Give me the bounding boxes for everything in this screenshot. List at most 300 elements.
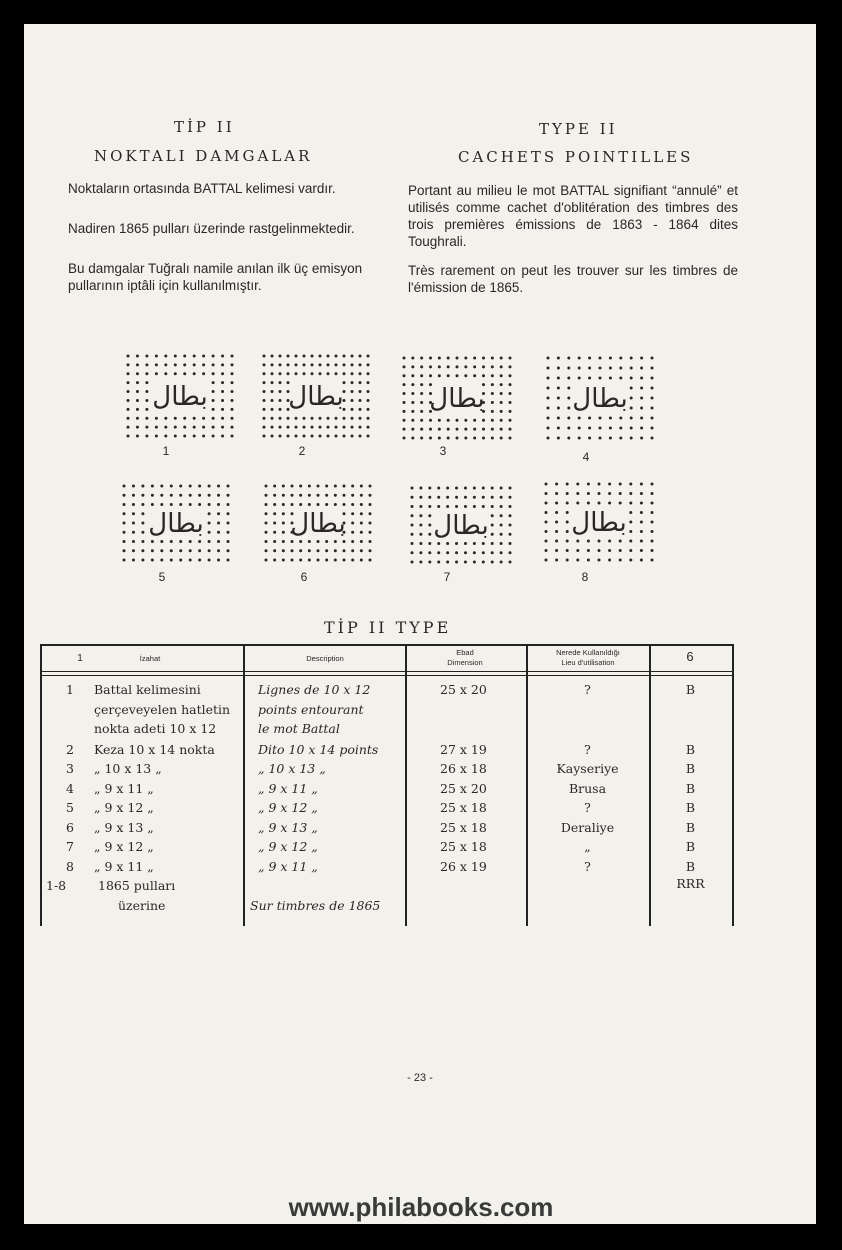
stamp-dot	[127, 399, 130, 402]
stamp-dot	[500, 428, 503, 431]
stamp-dot	[464, 551, 467, 554]
stamp-dot	[419, 561, 422, 564]
stamp-dot	[174, 435, 177, 438]
stamp-dot	[271, 408, 274, 411]
table-title: TİP II TYPE	[324, 618, 452, 637]
stamp-dot	[578, 437, 581, 440]
stamp-dot	[287, 417, 290, 420]
stamp-dot	[428, 561, 431, 564]
stamp-dot	[491, 561, 494, 564]
stamp-dot	[640, 530, 643, 533]
stamp-dot	[630, 427, 633, 430]
stamp-dot	[367, 435, 370, 438]
stamp-dot	[279, 363, 282, 366]
stamp-dot	[164, 435, 167, 438]
stamp-dot	[308, 559, 311, 562]
stamp-dot	[208, 503, 211, 506]
stamp-dot	[509, 487, 512, 490]
stamp-dot	[640, 367, 643, 370]
stamp-dot	[411, 514, 414, 517]
stamp-dot	[141, 531, 144, 534]
stamp-dot	[588, 437, 591, 440]
stamp-dot	[500, 514, 503, 517]
stamp-dot	[555, 492, 558, 495]
stamp-dot	[359, 426, 362, 429]
stamp-dot	[265, 494, 268, 497]
stamp-dot	[160, 503, 163, 506]
stamp-dot	[640, 483, 643, 486]
stamp-dot	[598, 483, 601, 486]
stamp-dot	[160, 540, 163, 543]
stamp-dot	[155, 372, 158, 375]
stamp-dot	[500, 487, 503, 490]
stamp-dot	[132, 522, 135, 525]
table-col-line	[405, 644, 407, 926]
stamp-dot	[265, 485, 268, 488]
stamp-dot	[202, 426, 205, 429]
stamp-dot	[403, 428, 406, 431]
stamp-dot	[343, 485, 346, 488]
stamp-dot	[587, 559, 590, 562]
stamp-dot	[491, 437, 494, 440]
stamp-dot	[282, 531, 285, 534]
stamp-dot	[151, 503, 154, 506]
stamp-dot	[311, 363, 314, 366]
stamp-dot	[500, 505, 503, 508]
stamp-dot	[500, 383, 503, 386]
stamp-dot	[587, 502, 590, 505]
row-izahat: nokta adeti 10 x 12	[94, 721, 217, 736]
stamp-dot	[464, 428, 467, 431]
stamp-dot	[420, 410, 423, 413]
stamp-dot	[136, 390, 139, 393]
stamp-dot	[291, 494, 294, 497]
stamp-dot	[359, 390, 362, 393]
stamp-dot	[335, 363, 338, 366]
stamp-dot	[403, 392, 406, 395]
stamp-dot	[651, 530, 654, 533]
stamp-dot	[428, 505, 431, 508]
stamp-dot	[132, 540, 135, 543]
stamp-dot	[141, 549, 144, 552]
stamp-dot	[164, 355, 167, 358]
row-number: 2	[66, 741, 74, 757]
stamp-dot	[170, 549, 173, 552]
stamp-dot	[473, 437, 476, 440]
stamp-dot	[557, 377, 560, 380]
stamp-dot	[343, 355, 346, 358]
stamp-dot	[198, 540, 201, 543]
stamp-dot	[369, 494, 372, 497]
stamp-dot	[208, 522, 211, 525]
stamp-dot	[193, 355, 196, 358]
stamp-dot	[217, 512, 220, 515]
stamp-dot	[291, 485, 294, 488]
stamp-dot	[509, 505, 512, 508]
stamp-dot	[221, 399, 224, 402]
stamp-dot	[651, 521, 654, 524]
stamp-dot	[208, 485, 211, 488]
stamp-dot	[491, 514, 494, 517]
stamp-dot	[491, 401, 494, 404]
stamp-dot	[437, 542, 440, 545]
stamp-dot	[145, 355, 148, 358]
stamp-dot	[557, 367, 560, 370]
stamp-dot	[438, 419, 441, 422]
stamp-dot	[351, 372, 354, 375]
stamp-dot	[145, 390, 148, 393]
stamp-dot	[327, 417, 330, 420]
stamp-label: 1	[162, 444, 170, 458]
stamp-dot	[567, 377, 570, 380]
stamp-dot	[429, 419, 432, 422]
row-izahat: „ 9 x 13 „	[94, 819, 154, 835]
stamp-dot	[447, 437, 450, 440]
stamp-dot	[473, 505, 476, 508]
stamp-dot	[482, 542, 485, 545]
stamp-dot	[141, 512, 144, 515]
stamp-dot	[500, 561, 503, 564]
stamp-dot	[403, 437, 406, 440]
stamp-dot	[509, 401, 512, 404]
stamp-dot	[420, 437, 423, 440]
stamp-dot	[145, 399, 148, 402]
catalogue-table	[40, 644, 734, 926]
stamp-dot	[132, 531, 135, 534]
stamp-dot	[455, 505, 458, 508]
stamp-dot	[566, 559, 569, 562]
stamp-dot	[630, 387, 633, 390]
stamp-dot	[231, 372, 234, 375]
stamp-dot	[464, 496, 467, 499]
stamp-dot	[555, 530, 558, 533]
stamp-dot	[555, 483, 558, 486]
stamp-dot	[609, 427, 612, 430]
stamp-dot	[367, 390, 370, 393]
stamp-dot	[299, 540, 302, 543]
stamp-dot	[217, 503, 220, 506]
stamp-dot	[136, 426, 139, 429]
stamp-dot	[566, 511, 569, 514]
stamp-dot	[325, 485, 328, 488]
stamp-dot	[629, 540, 632, 543]
stamp-dot	[132, 559, 135, 562]
stamp-dot	[419, 514, 422, 517]
stamp-dot	[273, 485, 276, 488]
row-description: „ 9 x 11 „	[258, 858, 318, 874]
stamp-dot	[351, 503, 354, 506]
stamp-dot	[500, 392, 503, 395]
stamp-dot	[208, 512, 211, 515]
stamp-dot	[231, 408, 234, 411]
stamp-dot	[231, 355, 234, 358]
stamp-dot	[231, 435, 234, 438]
stamp-dot	[608, 483, 611, 486]
stamp-dot	[265, 531, 268, 534]
stamp-dot	[227, 540, 230, 543]
stamp-dot	[367, 363, 370, 366]
stamp-dot	[227, 559, 230, 562]
table-right-border	[732, 644, 734, 926]
stamp-dot	[227, 503, 230, 506]
stamp-dot	[491, 496, 494, 499]
stamp-dot	[335, 435, 338, 438]
battal-word: بطال	[571, 508, 627, 538]
stamp-dot	[557, 427, 560, 430]
stamp-dot	[428, 542, 431, 545]
stamp-dot	[447, 419, 450, 422]
stamp-dot	[576, 559, 579, 562]
stamp-dot	[217, 531, 220, 534]
stamp-dot	[473, 365, 476, 368]
stamp-dot	[183, 355, 186, 358]
stamp-dot	[319, 435, 322, 438]
table-header-divider	[40, 671, 734, 672]
stamp-dot	[566, 492, 569, 495]
table-col-line	[243, 644, 245, 926]
stamp-dot	[263, 355, 266, 358]
stamp-dot	[438, 428, 441, 431]
stamp-dot	[279, 355, 282, 358]
stamp-dot	[231, 363, 234, 366]
stamp-dot	[295, 372, 298, 375]
stamp-dot	[500, 419, 503, 422]
stamp-dot	[208, 531, 211, 534]
stamp-dot	[317, 485, 320, 488]
stamp-dot	[547, 417, 550, 420]
stamp-dot	[317, 549, 320, 552]
stamp-dot	[576, 502, 579, 505]
stamp-dot	[343, 559, 346, 562]
stamp-dot	[273, 559, 276, 562]
stamp-dot	[588, 427, 591, 430]
stamp-dot	[567, 437, 570, 440]
left-para-1: Noktaların ortasında BATTAL kelimesi vardır.	[68, 181, 336, 196]
stamp-dot	[325, 494, 328, 497]
stamp-dot	[545, 521, 548, 524]
stamp-dot	[263, 381, 266, 384]
stamp-dot	[198, 485, 201, 488]
stamp-dot	[428, 533, 431, 536]
stamp-dot	[127, 417, 130, 420]
stamp-dot	[598, 492, 601, 495]
battal-word: بطال	[152, 382, 208, 412]
stamp-dot	[287, 426, 290, 429]
stamp-dot	[231, 381, 234, 384]
stamp-dot	[482, 496, 485, 499]
stamp-dot	[609, 377, 612, 380]
stamp-dot	[578, 377, 581, 380]
stamp-dot	[464, 437, 467, 440]
stamp-dot	[123, 540, 126, 543]
stamp-dot	[231, 390, 234, 393]
stamp-dot	[464, 505, 467, 508]
stamp-dot	[136, 399, 139, 402]
stamp-dot	[271, 381, 274, 384]
stamp-dot	[343, 494, 346, 497]
stamp-dot	[547, 367, 550, 370]
stamp-dot	[367, 426, 370, 429]
stamp-dot	[456, 437, 459, 440]
stamp-dot	[491, 357, 494, 360]
stamp-dot	[279, 426, 282, 429]
stamp-dot	[599, 427, 602, 430]
stamp-dot	[198, 549, 201, 552]
stamp-dot	[151, 485, 154, 488]
stamp-dot	[509, 542, 512, 545]
stamp-dot	[193, 372, 196, 375]
row-lieu: ?	[584, 741, 591, 757]
stamp-dot	[263, 372, 266, 375]
stamp-dot	[227, 485, 230, 488]
stamp-dot	[419, 487, 422, 490]
stamp-dot	[123, 503, 126, 506]
stamp-dot	[651, 437, 654, 440]
stamp-dot	[360, 522, 363, 525]
stamp-dot	[630, 417, 633, 420]
stamp-dot	[557, 387, 560, 390]
stamp-dot	[351, 408, 354, 411]
stamp-dot	[491, 524, 494, 527]
stamp-dot	[221, 381, 224, 384]
stamp-dot	[145, 363, 148, 366]
stamp-dot	[566, 521, 569, 524]
stamp-dot	[287, 363, 290, 366]
stamp-dot	[145, 381, 148, 384]
page-number: - 23 -	[407, 1072, 433, 1084]
stamp-dot	[145, 426, 148, 429]
stamp-dot	[189, 503, 192, 506]
stamp-dot	[567, 357, 570, 360]
stamp-dot	[295, 417, 298, 420]
stamp-dot	[164, 363, 167, 366]
row-number: 4	[66, 780, 74, 796]
stamp-dot	[482, 505, 485, 508]
stamp-dot	[141, 494, 144, 497]
stamp-dot	[619, 367, 622, 370]
stamp-dot	[198, 494, 201, 497]
stamp-dot	[351, 355, 354, 358]
stamp-dot	[557, 397, 560, 400]
stamp-dot	[227, 549, 230, 552]
stamp-dot	[151, 540, 154, 543]
stamp-dot	[271, 426, 274, 429]
row-lieu: Brusa	[568, 780, 607, 796]
row-lieu: ?	[584, 858, 591, 874]
row-dimension: 26 x 19	[440, 858, 487, 874]
stamp-dot	[311, 355, 314, 358]
stamp-dot	[160, 485, 163, 488]
stamp-dot	[447, 357, 450, 360]
stamp-dot	[419, 551, 422, 554]
stamp-dot	[500, 437, 503, 440]
stamp-dot	[588, 377, 591, 380]
row-dimension: 27 x 19	[440, 741, 487, 757]
stamp-dot	[217, 549, 220, 552]
battal-stamp-3	[400, 354, 514, 442]
stamp-dot	[640, 559, 643, 562]
stamp-dot	[282, 540, 285, 543]
stamp-dot	[438, 357, 441, 360]
stamp-dot	[547, 437, 550, 440]
stamp-dot	[651, 387, 654, 390]
stamp-dot	[482, 365, 485, 368]
stamp-dot	[587, 492, 590, 495]
stamp-dot	[136, 417, 139, 420]
stamp-dot	[202, 363, 205, 366]
row-rating: B	[685, 858, 696, 874]
header-ebad: Ebad	[456, 648, 474, 657]
stamp-dot	[132, 549, 135, 552]
stamp-dot	[555, 559, 558, 562]
stamp-dot	[651, 549, 654, 552]
stamp-dot	[127, 426, 130, 429]
stamp-dot	[411, 374, 414, 377]
stamp-dot	[136, 408, 139, 411]
stamp-dot	[351, 485, 354, 488]
stamp-dot	[629, 559, 632, 562]
stamp-dot	[598, 549, 601, 552]
header-dimension: Dimension	[447, 658, 483, 667]
stamp-dot	[282, 512, 285, 515]
stamp-dot	[271, 435, 274, 438]
row-description: points entourant	[258, 701, 364, 717]
stamp-dot	[640, 437, 643, 440]
stamp-dot	[351, 540, 354, 543]
stamp-dot	[170, 503, 173, 506]
stamp-dot	[446, 542, 449, 545]
stamp-dot	[411, 365, 414, 368]
stamp-dot	[509, 437, 512, 440]
stamp-dot	[455, 487, 458, 490]
row-dimension: 25 x 20	[440, 780, 487, 796]
stamp-dot	[183, 435, 186, 438]
stamp-dot	[319, 363, 322, 366]
stamp-dot	[179, 485, 182, 488]
stamp-dot	[576, 540, 579, 543]
stamp-dot	[145, 435, 148, 438]
row-description: „ 9 x 12 „	[258, 839, 318, 854]
stamp-dot	[419, 533, 422, 536]
stamp-dot	[179, 549, 182, 552]
battal-stamp-5	[120, 482, 232, 564]
row-izahat: „ 10 x 13 „	[94, 761, 162, 776]
stamp-dot	[473, 357, 476, 360]
row-rating: B	[685, 819, 696, 835]
stamp-dot	[576, 549, 579, 552]
stamp-dot	[567, 407, 570, 410]
stamp-dot	[351, 549, 354, 552]
stamp-dot	[183, 426, 186, 429]
row-number: 7	[66, 839, 74, 854]
stamp-dot	[599, 357, 602, 360]
stamp-dot	[282, 559, 285, 562]
battal-word: بطال	[429, 384, 485, 414]
stamp-dot	[273, 549, 276, 552]
stamp-dot	[420, 428, 423, 431]
stamp-dot	[411, 533, 414, 536]
stamp-dot	[367, 381, 370, 384]
stamp-dot	[271, 355, 274, 358]
row-lieu: Deraliye	[560, 819, 615, 835]
row-rating: B	[685, 682, 696, 697]
stamp-dot	[127, 408, 130, 411]
stamp-dot	[123, 485, 126, 488]
stamp-dot	[509, 374, 512, 377]
watermark: www.philabooks.com	[288, 1192, 554, 1222]
stamp-dot	[334, 559, 337, 562]
stamp-dot	[456, 365, 459, 368]
